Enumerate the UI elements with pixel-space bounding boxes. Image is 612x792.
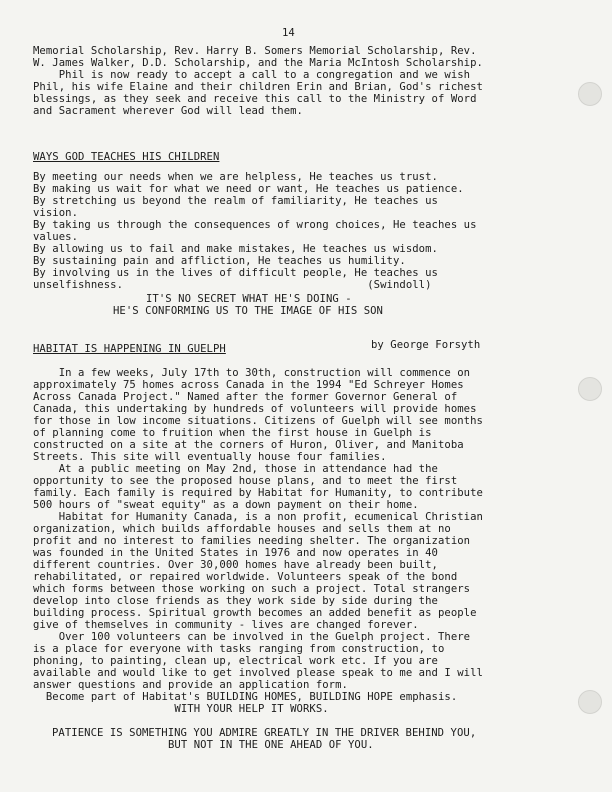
habitat-line: Across Canada Project." Named after the former Governor General of <box>33 391 458 403</box>
habitat-line: Become part of Habitat's BUILDING HOMES, BUILDING HOPE emphasis. <box>33 691 458 703</box>
habitat-line: Over 100 volunteers can be involved in the Guelph project. There <box>33 631 471 643</box>
habitat-line: building process. Spiritual growth becomes an added benefit as people <box>33 607 477 619</box>
habitat-line: which forms between those working on such a project. Total strangers <box>33 583 471 595</box>
habitat-line: approximately 75 homes across Canada in the 1994 "Ed Schreyer Homes <box>33 379 464 391</box>
habitat-line: rehabilitated, or repaired worldwide. Volunteers speak of the bond <box>33 571 458 583</box>
habitat-heading: HABITAT IS HAPPENING IN GUELPH <box>33 343 226 355</box>
habitat-line: available and would like to get involved please speak to me and I will <box>33 667 483 679</box>
habitat-line: constructed on a site at the corners of Huron, Oliver, and Manitoba <box>33 439 464 451</box>
punch-hole <box>578 82 602 106</box>
habitat-line: for those in low income situations. Citizens of Guelph will see months <box>33 415 483 427</box>
ways-line: values. <box>33 231 78 243</box>
habitat-byline: by George Forsyth <box>371 339 481 351</box>
habitat-line: opportunity to see the proposed house plans, and to meet the first <box>33 475 458 487</box>
intro-line: and Sacrament wherever God will lead them. <box>33 105 303 117</box>
habitat-line: 500 hours of "sweat equity" as a down payment on their home. <box>33 499 419 511</box>
intro-line: blessings, as they seek and receive this call to the Ministry of Word <box>33 93 477 105</box>
habitat-line: is a place for everyone with tasks ranging from construction, to <box>33 643 445 655</box>
habitat-line: Habitat for Humanity Canada, is a non profit, ecumenical Christian <box>33 511 483 523</box>
habitat-line: profit and no interest to families needing shelter. The organization <box>33 535 471 547</box>
habitat-line: WITH YOUR HELP IT WORKS. <box>33 703 329 715</box>
ways-line: By sustaining pain and affliction, He teaches us humility. <box>33 255 406 267</box>
intro-line: Phil, his wife Elaine and their children Erin and Brian, God's richest <box>33 81 483 93</box>
punch-hole <box>578 377 602 401</box>
habitat-line: At a public meeting on May 2nd, those in attendance had the <box>33 463 438 475</box>
habitat-line: phoning, to painting, clean up, electrical work etc. If you are <box>33 655 438 667</box>
ways-line: By stretching us beyond the realm of familiarity, He teaches us <box>33 195 438 207</box>
punch-hole <box>578 690 602 714</box>
ways-heading: WAYS GOD TEACHES HIS CHILDREN <box>33 151 220 163</box>
ways-line: By taking us through the consequences of wrong choices, He teaches us <box>33 219 477 231</box>
intro-line: W. James Walker, D.D. Scholarship, and the Maria McIntosh Scholarship. <box>33 57 483 69</box>
habitat-line: of planning come to fruition when the first house in Guelph is <box>33 427 432 439</box>
habitat-line: Canada, this undertaking by hundreds of volunteers will provide homes <box>33 403 477 415</box>
habitat-line: different countries. Over 30,000 homes have already been built, <box>33 559 438 571</box>
habitat-line: Streets. This site will eventually house four families. <box>33 451 387 463</box>
habitat-line: organization, which builds affordable houses and sells them at no <box>33 523 451 535</box>
ways-line: By allowing us to fail and make mistakes, He teaches us wisdom. <box>33 243 438 255</box>
ways-line: By making us wait for what we need or want, He teaches us patience. <box>33 183 464 195</box>
page-number: 14 <box>282 27 295 39</box>
ways-tagline: HE'S CONFORMING US TO THE IMAGE OF HIS SON <box>113 305 383 317</box>
habitat-line: give of themselves in community - lives are changed forever. <box>33 619 419 631</box>
habitat-line: family. Each family is required by Habitat for Humanity, to contribute <box>33 487 483 499</box>
ways-line: vision. <box>33 207 78 219</box>
habitat-line: develop into close friends as they work side by side during the <box>33 595 438 607</box>
habitat-line: In a few weeks, July 17th to 30th, construction will commence on <box>33 367 471 379</box>
closing-line: PATIENCE IS SOMETHING YOU ADMIRE GREATLY IN THE DRIVER BEHIND YOU, <box>52 727 477 739</box>
ways-tagline: IT'S NO SECRET WHAT HE'S DOING - <box>146 293 352 305</box>
intro-line: Memorial Scholarship, Rev. Harry B. Somers Memorial Scholarship, Rev. <box>33 45 477 57</box>
ways-line: By meeting our needs when we are helpless, He teaches us trust. <box>33 171 438 183</box>
intro-line: Phil is now ready to accept a call to a congregation and we wish <box>33 69 471 81</box>
ways-line: By involving us in the lives of difficult people, He teaches us <box>33 267 438 279</box>
habitat-line: answer questions and provide an application form. <box>33 679 348 691</box>
habitat-line: was founded in the United States in 1976 and now operates in 40 <box>33 547 438 559</box>
ways-line: unselfishness. (Swindoll) <box>33 279 432 291</box>
closing-line: BUT NOT IN THE ONE AHEAD OF YOU. <box>168 739 374 751</box>
